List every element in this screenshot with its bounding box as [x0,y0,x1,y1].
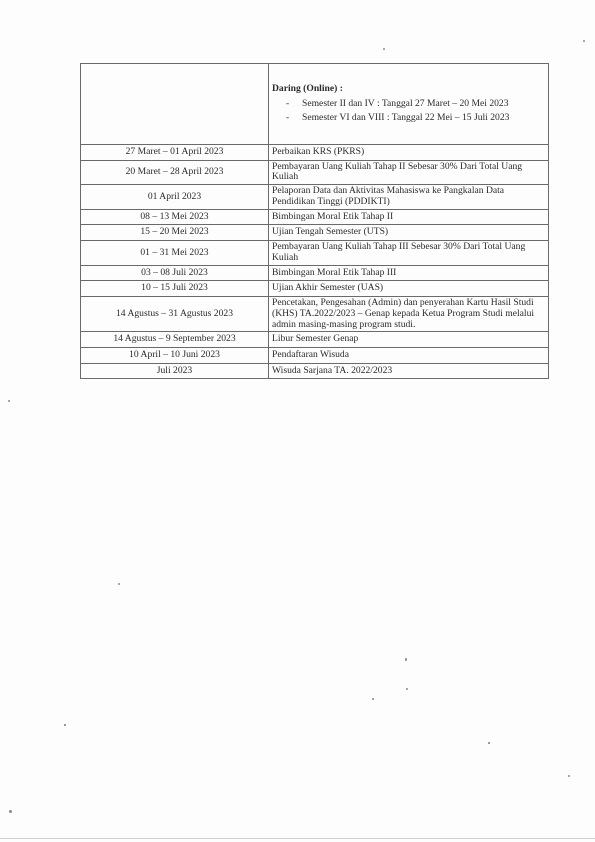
scan-edge-line [0,838,595,839]
activity-cell: Wisuda Sarjana TA. 2022/2023 [269,363,549,379]
scan-speck [372,698,374,700]
table-row [81,348,549,364]
activity-cell: Pembayaran Uang Kuliah Tahap III Sebesar 30% Dari Total Uang Kuliah [269,241,549,265]
activity-cell: Pembayaran Uang Kuliah Tahap II Sebesar 30% Dari Total Uang Kuliah [269,160,549,184]
date-cell: 14 Agustus – 31 Agustus 2023 [81,297,269,332]
scan-speck [118,583,120,585]
date-cell: 01 – 31 Mei 2023 [81,241,269,265]
activity-cell: Ujian Tengah Semester (UTS) [269,225,549,241]
date-cell: 01 April 2023 [81,185,269,209]
empty-date-cell [81,64,269,145]
scan-speck [383,48,385,50]
online-cell [269,64,549,145]
table-row [81,209,549,225]
scan-speck [64,724,66,726]
activity-cell: Bimbingan Moral Etik Tahap III [269,265,549,281]
activity-cell: Pendaftaran Wisuda [269,348,549,364]
table-row [81,265,549,281]
date-cell: Juli 2023 [81,363,269,379]
date-cell: 14 Agustus – 9 September 2023 [81,332,269,348]
activity-cell: Perbaikan KRS (PKRS) [269,145,549,161]
date-cell: 10 April – 10 Juni 2023 [81,348,269,364]
online-item-text: Semester VI dan VIII : Tanggal 22 Mei – 15 Juli 2023 [302,111,510,123]
list-dash: - [286,111,290,123]
scan-speck [405,658,407,661]
table-row [81,332,549,348]
online-list [272,99,545,123]
online-list-item [286,113,545,124]
scan-speck [568,775,570,777]
online-item-text: Semester II dan IV : Tanggal 27 Maret – 20 Mei 2023 [302,98,509,110]
list-dash: - [286,98,290,110]
date-cell: 15 – 20 Mei 2023 [81,225,269,241]
scan-speck [488,742,490,744]
date-cell: 08 – 13 Mei 2023 [81,209,269,225]
table-row [81,281,549,297]
table-row [81,225,549,241]
table-row [81,241,549,265]
online-heading: Daring (Online) : [272,83,343,95]
activity-cell: Pencetakan, Pengesahan (Admin) dan penyerahan Kartu Hasil Studi (KHS) TA.2022/2023 – Genap kepada Ketua Program Studi melalui admin masing-masing program studi. [269,297,549,332]
scan-speck [406,688,408,690]
table-row-online [81,64,549,145]
activity-cell: Ujian Akhir Semester (UAS) [269,281,549,297]
academic-calendar-table [80,63,549,379]
activity-cell: Libur Semester Genap [269,332,549,348]
table-row [81,145,549,161]
scan-speck [583,40,585,42]
date-cell: 20 Maret – 28 April 2023 [81,160,269,184]
activity-cell: Bimbingan Moral Etik Tahap II [269,209,549,225]
online-list-item [286,99,545,110]
table-row [81,363,549,379]
date-cell: 10 – 15 Juli 2023 [81,281,269,297]
date-cell: 03 – 08 Juli 2023 [81,265,269,281]
table-row [81,297,549,332]
scan-speck [8,400,10,402]
table-row [81,160,549,184]
date-cell: 27 Maret – 01 April 2023 [81,145,269,161]
activity-cell: Pelaporan Data dan Aktivitas Mahasiswa ke Pangkalan Data Pendidikan Tinggi (PDDIKTI) [269,185,549,209]
table-row [81,185,549,209]
scan-speck [9,810,12,813]
